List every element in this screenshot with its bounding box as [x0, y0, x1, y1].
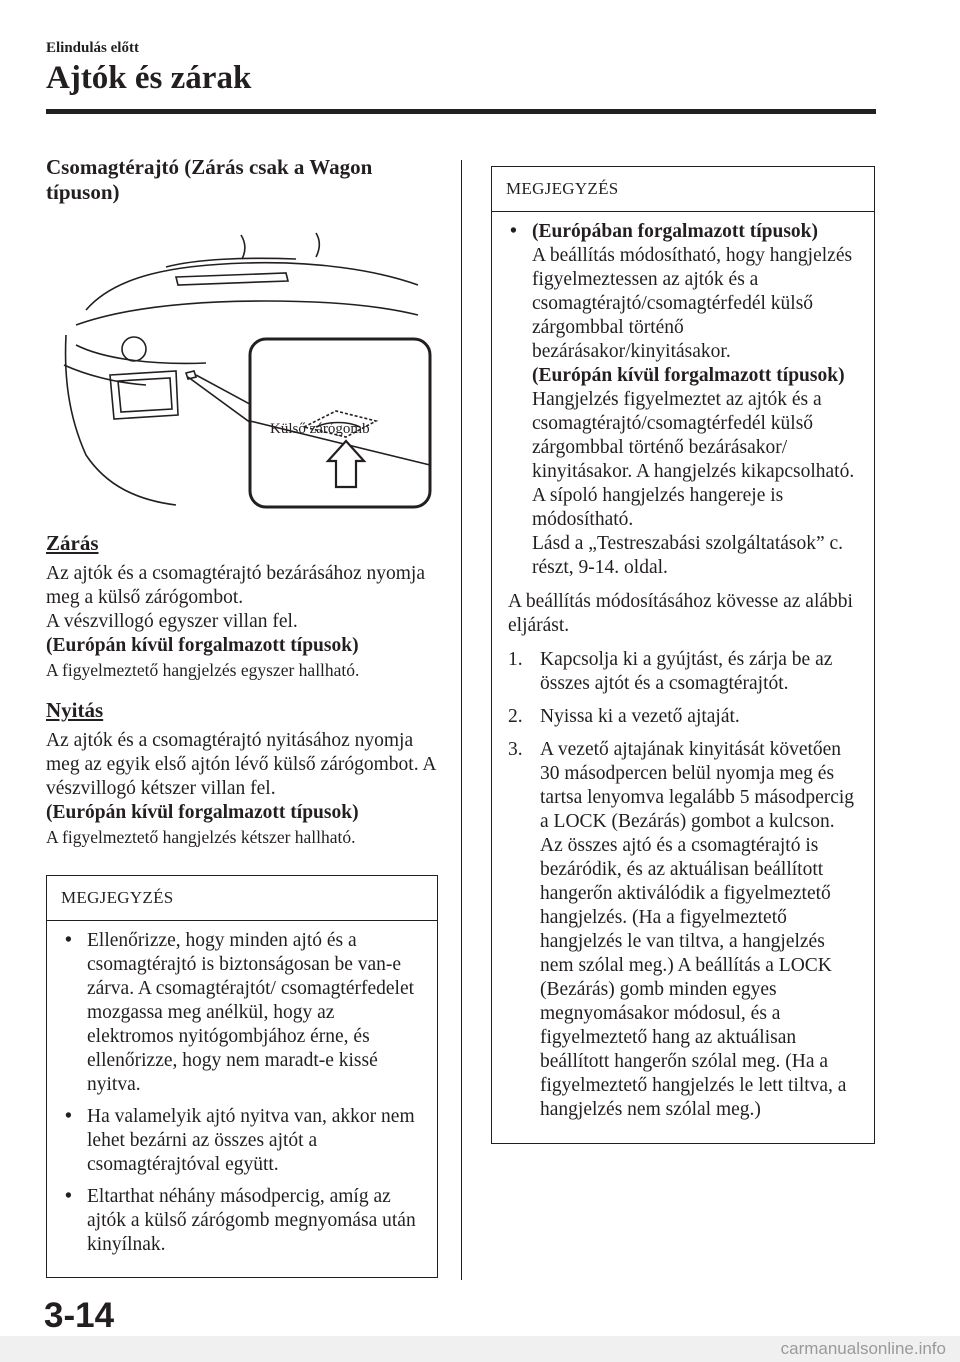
- procedure-intro: A beállítás módosításához kövesse az alábbi eljárást.: [508, 591, 853, 636]
- procedure-step: [508, 705, 858, 729]
- reference-text: Lásd a „Testreszabási szolgáltatások” c. részt, 9-14. oldal.: [532, 533, 844, 578]
- bullet-icon: •: [65, 1186, 72, 1207]
- left-column: [46, 155, 438, 1278]
- bullet-icon: •: [65, 1106, 72, 1127]
- unlocking-note-label: (Európán kívül forgalmazott típusok): [46, 802, 359, 823]
- step-number: 2.: [508, 706, 523, 727]
- note-box-left: [46, 875, 438, 1278]
- locking-note-label: (Európán kívül forgalmazott típusok): [46, 635, 359, 656]
- bullet-icon: •: [510, 221, 517, 242]
- note-bullet-text: Ellenőrizze, hogy minden ajtó és a csomagtérajtó is biztonságosan be van-e zárva. A csomagtérajtót/ csomagtérfedelet mozgassa meg anélkül, hogy az elektromos nyitógombjához érne, és ellenőrizze, hogy nem maradt-e kissé nyitva.: [87, 930, 415, 1095]
- procedure-step-result: [508, 834, 858, 1122]
- note-title: MEGJEGYZÉS: [47, 876, 437, 921]
- step-text: Az összes ajtó és a csomagtérajtó is bezáródik, és az aktuálisan beállított hangerőn aktiválódik a figyelmeztető hangjelzés. (Ha a figyelmeztető hangjelzés le van tiltva, a hangjelzés nem szólal meg.) A beállítás a LOCK (Bezárás) gomb minden egyes megnyomásakor módosul, és a figyelmeztető hang az aktuálisan beállított hangerőn szólal meg. (Ha a figyelmeztető hangjelzés le lett tiltva, a hangjelzés nem szólal meg.): [540, 835, 847, 1120]
- list-item: [63, 1105, 421, 1177]
- step-text: Nyissa ki a vezető ajtaját.: [540, 706, 740, 727]
- note-title: MEGJEGYZÉS: [492, 167, 874, 212]
- eu-models-label: (Európában forgalmazott típusok): [532, 221, 819, 242]
- step-number: 1.: [508, 649, 523, 670]
- note-bullet-text: Ha valamelyik ajtó nyitva van, akkor nem lehet bezárni az összes ajtót a csomagtérajtóval együtt.: [87, 1106, 415, 1175]
- note-body: [47, 921, 437, 1277]
- exterior-lock-button-callout: Külső zárógomb: [270, 421, 370, 437]
- note-body: [492, 212, 874, 1143]
- bullet-icon: •: [65, 930, 72, 951]
- non-eu-models-text: Hangjelzés figyelmeztet az ajtók és a csomagtérajtó/csomagtérfedél külső zárgombbal történő bezárásakor/ kinyitásakor. A hangjelzés kikapcsolható.: [532, 389, 855, 482]
- unlocking-title: Nyitás: [46, 698, 104, 722]
- car-rear-drawing: [46, 215, 438, 515]
- eu-models-text: A beállítás módosítható, hogy hangjelzés figyelmeztessen az ajtók és a csomagtérajtó/csomagtérfedél külső zárgombbal történő bezárásakor/kinyitásakor.: [532, 245, 853, 362]
- page-number: 3-14: [44, 1296, 115, 1335]
- liftgate-heading: Csomagtérajtó (Zárás csak a Wagon típuson): [46, 155, 373, 204]
- liftgate-illustration: [46, 215, 438, 515]
- locking-title: Zárás: [46, 531, 99, 555]
- list-item: [63, 929, 421, 1097]
- locking-note-text: A figyelmeztető hangjelzés egyszer hallható.: [46, 660, 360, 680]
- watermark: carmanualsonline.info: [0, 1336, 960, 1362]
- list-item: [63, 1185, 421, 1257]
- column-divider: [461, 160, 462, 1280]
- step-number: 3.: [508, 739, 523, 760]
- step-text: A vezető ajtajának kinyitását követően 30 másodpercen belül nyomja meg és tartsa lenyomva legalább 5 másodpercig a LOCK (Bezárás) gombot a kulcson.: [540, 739, 855, 832]
- procedure-step: [508, 648, 858, 696]
- right-column: [491, 166, 875, 1144]
- volume-text: A sípoló hangjelzés hangereje is módosítható.: [532, 485, 784, 530]
- chapter-title: Ajtók és zárak: [46, 60, 252, 96]
- section-label: Elindulás előtt: [46, 40, 139, 56]
- note-bullet-text: Eltarthat néhány másodpercig, amíg az ajtók a külső zárógomb megnyomása után kinyílnak.: [87, 1186, 416, 1255]
- unlocking-text: Az ajtók és a csomagtérajtó nyitásához nyomja meg az egyik első ajtón lévő külső zárógombot. A vészvillogó kétszer villan fel.: [46, 730, 436, 799]
- header-rule: [46, 109, 876, 114]
- non-eu-models-label: (Európán kívül forgalmazott típusok): [532, 365, 845, 386]
- locking-text: Az ajtók és a csomagtérajtó bezárásához nyomja meg a külső zárógombot.: [46, 563, 426, 608]
- unlocking-note-text: A figyelmeztető hangjelzés kétszer hallható.: [46, 827, 356, 847]
- procedure-step: [508, 738, 858, 834]
- step-text: Kapcsolja ki a gyújtást, és zárja be az összes ajtót és a csomagtérajtót.: [540, 649, 833, 694]
- note-box-right: [491, 166, 875, 1144]
- list-item: [508, 220, 858, 580]
- locking-text-2: A vészvillogó egyszer villan fel.: [46, 611, 298, 632]
